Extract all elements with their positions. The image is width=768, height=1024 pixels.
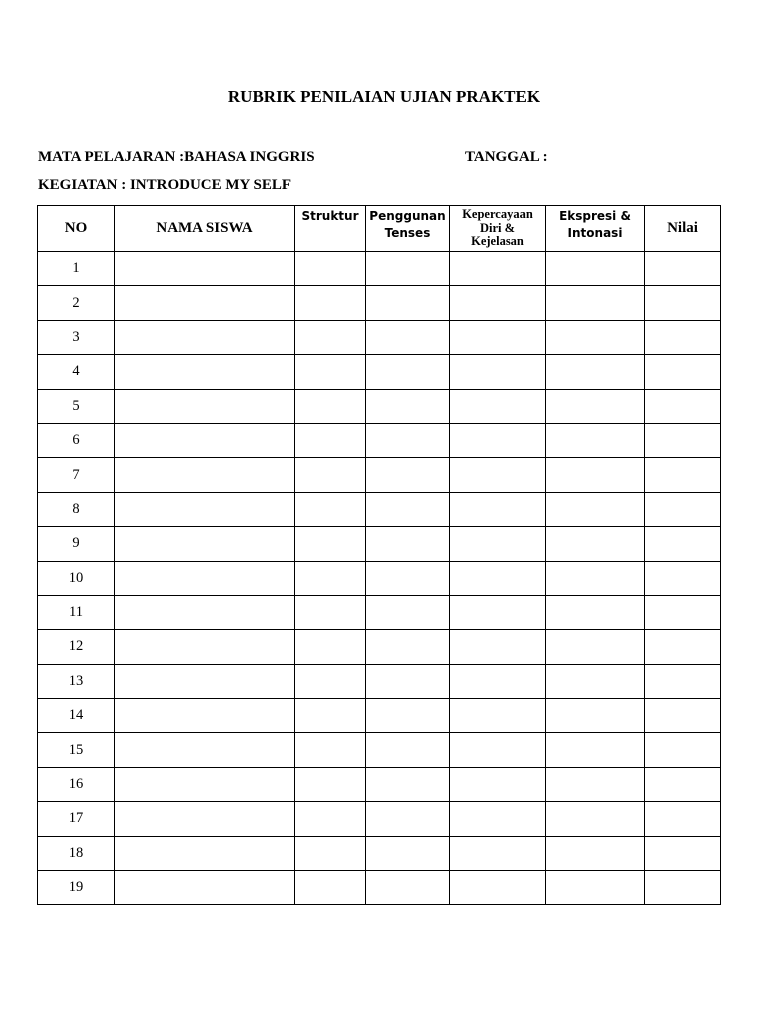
- confidence-cell: [450, 561, 546, 595]
- tenses-cell: [366, 664, 450, 698]
- student-name-cell: [115, 630, 295, 664]
- structure-cell: [295, 252, 366, 286]
- student-name-cell: [115, 699, 295, 733]
- tenses-cell: [366, 320, 450, 354]
- date-label: TANGGAL :: [465, 149, 548, 165]
- header-structure: Struktur: [295, 206, 366, 252]
- score-cell: [645, 492, 721, 526]
- rubric-body: [38, 252, 721, 905]
- header-tenses-usage: Penggunan Tenses: [366, 206, 450, 252]
- student-name-cell: [115, 527, 295, 561]
- table-row: [38, 699, 721, 733]
- student-name-cell: [115, 802, 295, 836]
- confidence-cell: [450, 355, 546, 389]
- expression-cell: [546, 252, 645, 286]
- table-row: [38, 389, 721, 423]
- header-student-name: NAMA SISWA: [115, 206, 295, 252]
- table-row: [38, 355, 721, 389]
- confidence-cell: [450, 389, 546, 423]
- expression-cell: [546, 699, 645, 733]
- student-name-cell: [115, 252, 295, 286]
- tenses-cell: [366, 527, 450, 561]
- confidence-cell: [450, 767, 546, 801]
- structure-cell: [295, 836, 366, 870]
- confidence-cell: [450, 733, 546, 767]
- score-cell: [645, 699, 721, 733]
- structure-cell: [295, 699, 366, 733]
- structure-cell: [295, 802, 366, 836]
- row-number: 4: [38, 355, 115, 389]
- confidence-cell: [450, 836, 546, 870]
- tenses-cell: [366, 458, 450, 492]
- row-number: 3: [38, 320, 115, 354]
- score-cell: [645, 733, 721, 767]
- student-name-cell: [115, 492, 295, 526]
- header-confidence-clarity: [450, 206, 546, 252]
- structure-cell: [295, 561, 366, 595]
- tenses-cell: [366, 355, 450, 389]
- student-name-cell: [115, 355, 295, 389]
- student-name-cell: [115, 389, 295, 423]
- student-name-cell: [115, 767, 295, 801]
- confidence-cell: [450, 492, 546, 526]
- row-number: 1: [38, 252, 115, 286]
- header-no: NO: [38, 206, 115, 252]
- structure-cell: [295, 389, 366, 423]
- row-number: 11: [38, 595, 115, 629]
- structure-cell: [295, 733, 366, 767]
- score-cell: [645, 595, 721, 629]
- expression-cell: [546, 527, 645, 561]
- score-cell: [645, 664, 721, 698]
- row-number: 19: [38, 871, 115, 905]
- structure-cell: [295, 595, 366, 629]
- score-cell: [645, 836, 721, 870]
- score-cell: [645, 802, 721, 836]
- tenses-cell: [366, 286, 450, 320]
- expression-cell: [546, 767, 645, 801]
- structure-cell: [295, 286, 366, 320]
- confidence-cell: [450, 699, 546, 733]
- tenses-cell: [366, 733, 450, 767]
- expression-cell: [546, 630, 645, 664]
- row-number: 12: [38, 630, 115, 664]
- score-cell: [645, 871, 721, 905]
- expression-cell: [546, 458, 645, 492]
- score-cell: [645, 423, 721, 457]
- expression-cell: [546, 561, 645, 595]
- row-number: 10: [38, 561, 115, 595]
- header-score: Nilai: [645, 206, 721, 252]
- tenses-cell: [366, 802, 450, 836]
- confidence-cell: [450, 871, 546, 905]
- score-cell: [645, 389, 721, 423]
- score-cell: [645, 561, 721, 595]
- structure-cell: [295, 458, 366, 492]
- expression-cell: [546, 389, 645, 423]
- confidence-cell: [450, 527, 546, 561]
- confidence-cell: [450, 630, 546, 664]
- table-row: [38, 733, 721, 767]
- tenses-cell: [366, 252, 450, 286]
- row-number: 15: [38, 733, 115, 767]
- confidence-cell: [450, 802, 546, 836]
- confidence-cell: [450, 423, 546, 457]
- table-row: [38, 492, 721, 526]
- header-expression-intonation: Ekspresi & Intonasi: [546, 206, 645, 252]
- table-row: [38, 767, 721, 801]
- tenses-cell: [366, 699, 450, 733]
- score-cell: [645, 286, 721, 320]
- expression-cell: [546, 836, 645, 870]
- expression-cell: [546, 423, 645, 457]
- activity-label: KEGIATAN : INTRODUCE MY SELF: [38, 177, 292, 193]
- score-cell: [645, 767, 721, 801]
- tenses-cell: [366, 836, 450, 870]
- expression-cell: [546, 733, 645, 767]
- table-row: [38, 802, 721, 836]
- row-number: 17: [38, 802, 115, 836]
- tenses-cell: [366, 871, 450, 905]
- expression-cell: [546, 664, 645, 698]
- row-number: 5: [38, 389, 115, 423]
- table-row: [38, 630, 721, 664]
- confidence-cell: [450, 664, 546, 698]
- expression-cell: [546, 871, 645, 905]
- header-row: [38, 206, 721, 252]
- structure-cell: [295, 630, 366, 664]
- table-row: [38, 664, 721, 698]
- structure-cell: [295, 871, 366, 905]
- tenses-cell: [366, 595, 450, 629]
- score-cell: [645, 527, 721, 561]
- confidence-cell: [450, 252, 546, 286]
- structure-cell: [295, 423, 366, 457]
- subject-label: MATA PELAJARAN :BAHASA INGGRIS: [38, 149, 315, 165]
- structure-cell: [295, 664, 366, 698]
- expression-cell: [546, 320, 645, 354]
- student-name-cell: [115, 561, 295, 595]
- student-name-cell: [115, 664, 295, 698]
- table-row: [38, 871, 721, 905]
- structure-cell: [295, 527, 366, 561]
- row-number: 14: [38, 699, 115, 733]
- table-row: [38, 423, 721, 457]
- score-cell: [645, 320, 721, 354]
- tenses-cell: [366, 423, 450, 457]
- row-number: 9: [38, 527, 115, 561]
- row-number: 18: [38, 836, 115, 870]
- expression-cell: [546, 802, 645, 836]
- confidence-cell: [450, 320, 546, 354]
- score-cell: [645, 630, 721, 664]
- row-number: 7: [38, 458, 115, 492]
- tenses-cell: [366, 630, 450, 664]
- table-row: [38, 458, 721, 492]
- row-number: 13: [38, 664, 115, 698]
- row-number: 2: [38, 286, 115, 320]
- student-name-cell: [115, 320, 295, 354]
- confidence-cell: [450, 595, 546, 629]
- student-name-cell: [115, 733, 295, 767]
- structure-cell: [295, 320, 366, 354]
- structure-cell: [295, 492, 366, 526]
- confidence-cell: [450, 286, 546, 320]
- table-row: [38, 320, 721, 354]
- table-row: [38, 836, 721, 870]
- rubric-table: [37, 205, 721, 905]
- student-name-cell: [115, 595, 295, 629]
- tenses-cell: [366, 561, 450, 595]
- tenses-cell: [366, 492, 450, 526]
- header-confidence-clarity-text: Kepercayaan Diri & Kejelasan: [462, 207, 533, 249]
- expression-cell: [546, 492, 645, 526]
- student-name-cell: [115, 423, 295, 457]
- tenses-cell: [366, 389, 450, 423]
- student-name-cell: [115, 286, 295, 320]
- expression-cell: [546, 595, 645, 629]
- table-row: [38, 252, 721, 286]
- expression-cell: [546, 355, 645, 389]
- tenses-cell: [366, 767, 450, 801]
- score-cell: [645, 355, 721, 389]
- table-row: [38, 561, 721, 595]
- table-row: [38, 527, 721, 561]
- structure-cell: [295, 355, 366, 389]
- document-title: RUBRIK PENILAIAN UJIAN PRAKTEK: [227, 87, 541, 106]
- table-row: [38, 595, 721, 629]
- student-name-cell: [115, 836, 295, 870]
- confidence-cell: [450, 458, 546, 492]
- score-cell: [645, 458, 721, 492]
- row-number: 16: [38, 767, 115, 801]
- structure-cell: [295, 767, 366, 801]
- table-row: [38, 286, 721, 320]
- student-name-cell: [115, 458, 295, 492]
- row-number: 6: [38, 423, 115, 457]
- score-cell: [645, 252, 721, 286]
- expression-cell: [546, 286, 645, 320]
- row-number: 8: [38, 492, 115, 526]
- student-name-cell: [115, 871, 295, 905]
